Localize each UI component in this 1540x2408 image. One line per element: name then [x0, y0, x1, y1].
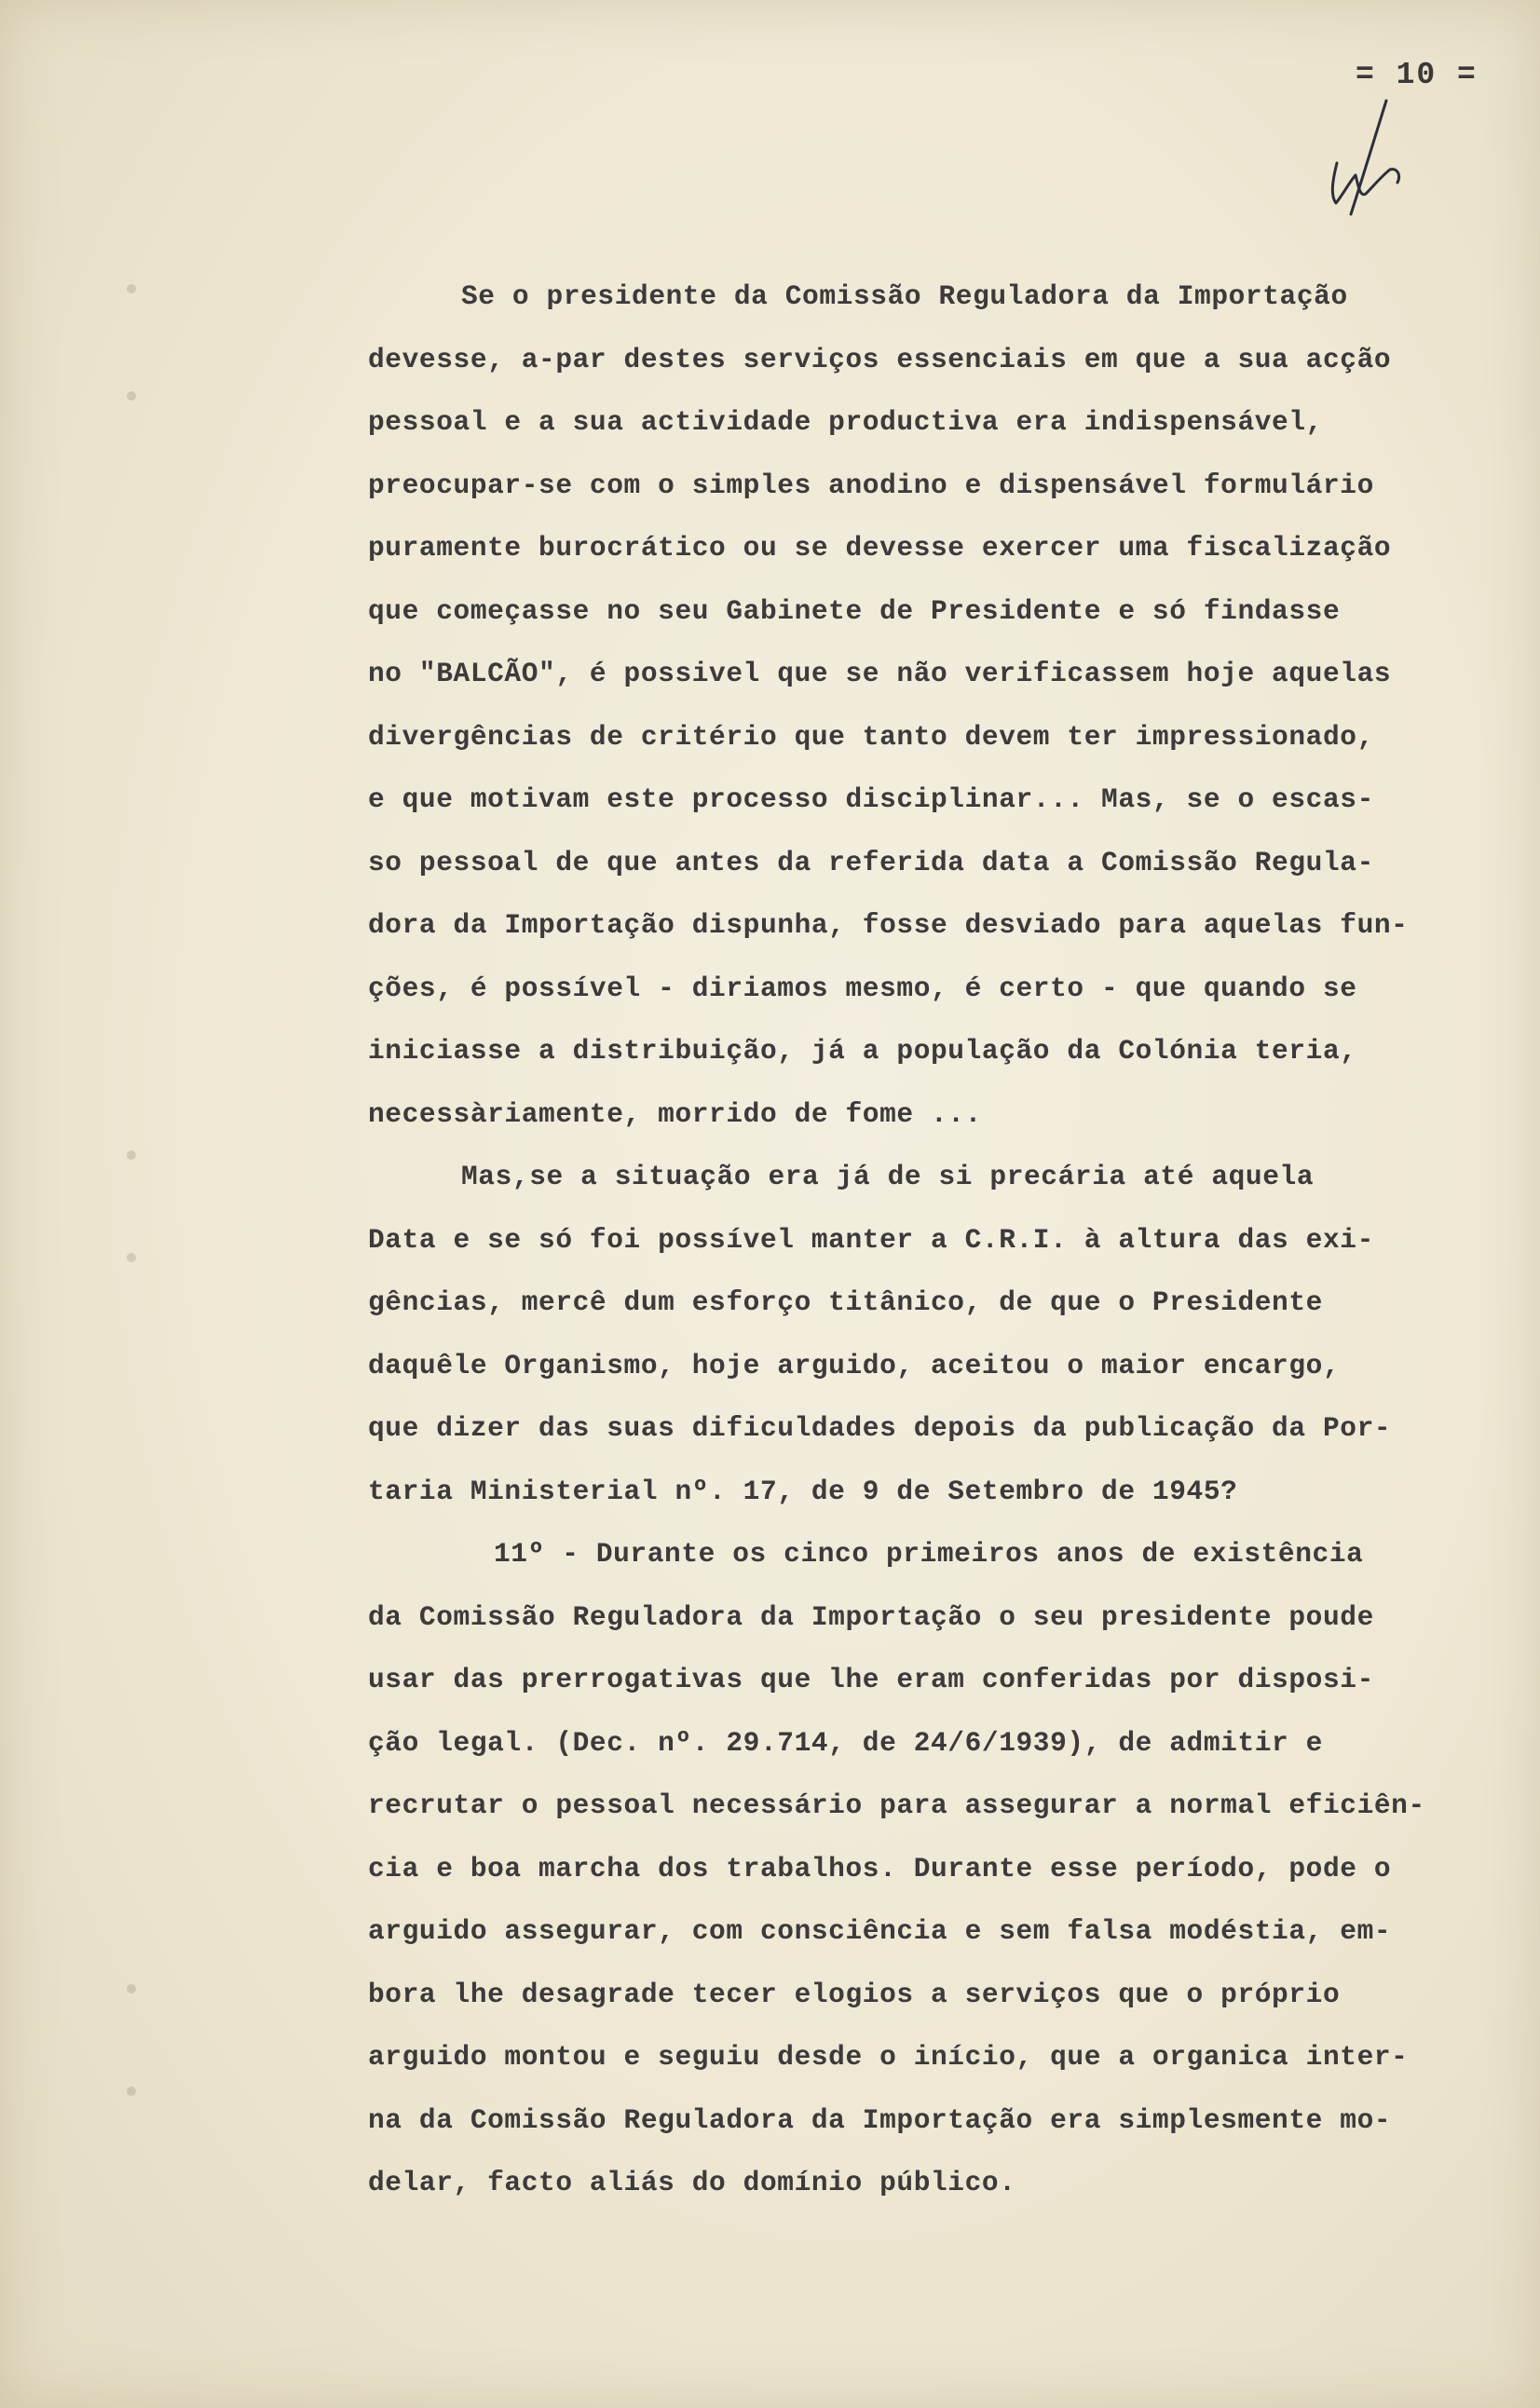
- text-line: na da Comissão Reguladora da Importação era simplesmente mo-: [368, 2103, 1392, 2136]
- text-line: ções, é possível - diriamos mesmo, é certo - que quando se: [368, 972, 1357, 1004]
- text-line: no "BALCÃO", é possivel que se não verificassem hoje aquelas: [368, 658, 1392, 689]
- text-line: e que motivam este processo disciplinar... Mas, se o escas-: [368, 783, 1374, 815]
- text-line: arguido montou e seguiu desde o início, que a organica inter-: [368, 2041, 1409, 2073]
- text-line: taria Ministerial nº. 17, de 9 de Setembro de 1945?: [368, 1475, 1238, 1507]
- text-line: recrutar o pessoal necessário para assegurar a normal eficiên-: [368, 1789, 1425, 1821]
- body-text: [368, 265, 1505, 2215]
- text-line: delar, facto aliás do domínio público.: [368, 2167, 1016, 2198]
- text-line: iniciasse a distribuição, já a população da Colónia teria,: [368, 1035, 1357, 1067]
- text-line: da Comissão Reguladora da Importação o seu presidente poude: [368, 1600, 1374, 1633]
- text-line: dora da Importação dispunha, fosse desviado para aquelas fun-: [368, 909, 1409, 941]
- text-line: Data e se só foi possível manter a C.R.I. à altura das exi-: [368, 1223, 1374, 1256]
- text-line: divergências de critério que tanto devem ter impressionado,: [368, 720, 1374, 753]
- text-line: bora lhe desagrade tecer elogios a serviços que o próprio: [368, 1978, 1341, 2010]
- punch-hole-mark: [127, 1984, 136, 1993]
- signature-initials: [1304, 93, 1444, 233]
- text-line: cia e boa marcha dos trabalhos. Durante esse período, pode o: [368, 1852, 1392, 1884]
- punch-hole-mark: [127, 391, 136, 401]
- punch-hole-mark: [127, 1253, 136, 1262]
- text-line: daquêle Organismo, hoje arguido, aceitou o maior encargo,: [368, 1349, 1341, 1381]
- text-line: devesse, a-par destes serviços essenciais em que a sua acção: [368, 343, 1392, 375]
- text-line: que dizer das suas dificuldades depois da publicação da Por-: [368, 1412, 1392, 1444]
- text-line: preocupar-se com o simples anodino e dispensável formulário: [368, 469, 1374, 501]
- text-line: pessoal e a sua actividade productiva era indispensável,: [368, 406, 1323, 438]
- text-line: que começasse no seu Gabinete de Presidente e só findasse: [368, 594, 1341, 627]
- text-line: ção legal. (Dec. nº. 29.714, de 24/6/1939), de admitir e: [368, 1726, 1323, 1759]
- text-line: Se o presidente da Comissão Reguladora da Importação: [461, 280, 1348, 312]
- punch-hole-mark: [127, 1150, 136, 1160]
- text-line: usar das prerrogativas que lhe eram conferidas por disposi-: [368, 1664, 1374, 1695]
- punch-hole-mark: [127, 284, 136, 293]
- text-line: necessàriamente, morrido de fome ...: [368, 1097, 982, 1130]
- text-line: 11º - Durante os cinco primeiros anos de existência: [494, 1538, 1364, 1570]
- text-line: so pessoal de que antes da referida data a Comissão Regula-: [368, 846, 1374, 878]
- text-line: Mas,se a situação era já de si precária até aquela: [461, 1161, 1315, 1192]
- punch-hole-mark: [127, 2087, 136, 2096]
- page-number: = 10 =: [1356, 58, 1478, 92]
- text-line: gências, mercê dum esforço titânico, de que o Presidente: [368, 1286, 1323, 1318]
- text-line: puramente burocrático ou se devesse exercer uma fiscalização: [368, 532, 1392, 564]
- text-line: arguido assegurar, com consciência e sem falsa modéstia, em-: [368, 1915, 1392, 1947]
